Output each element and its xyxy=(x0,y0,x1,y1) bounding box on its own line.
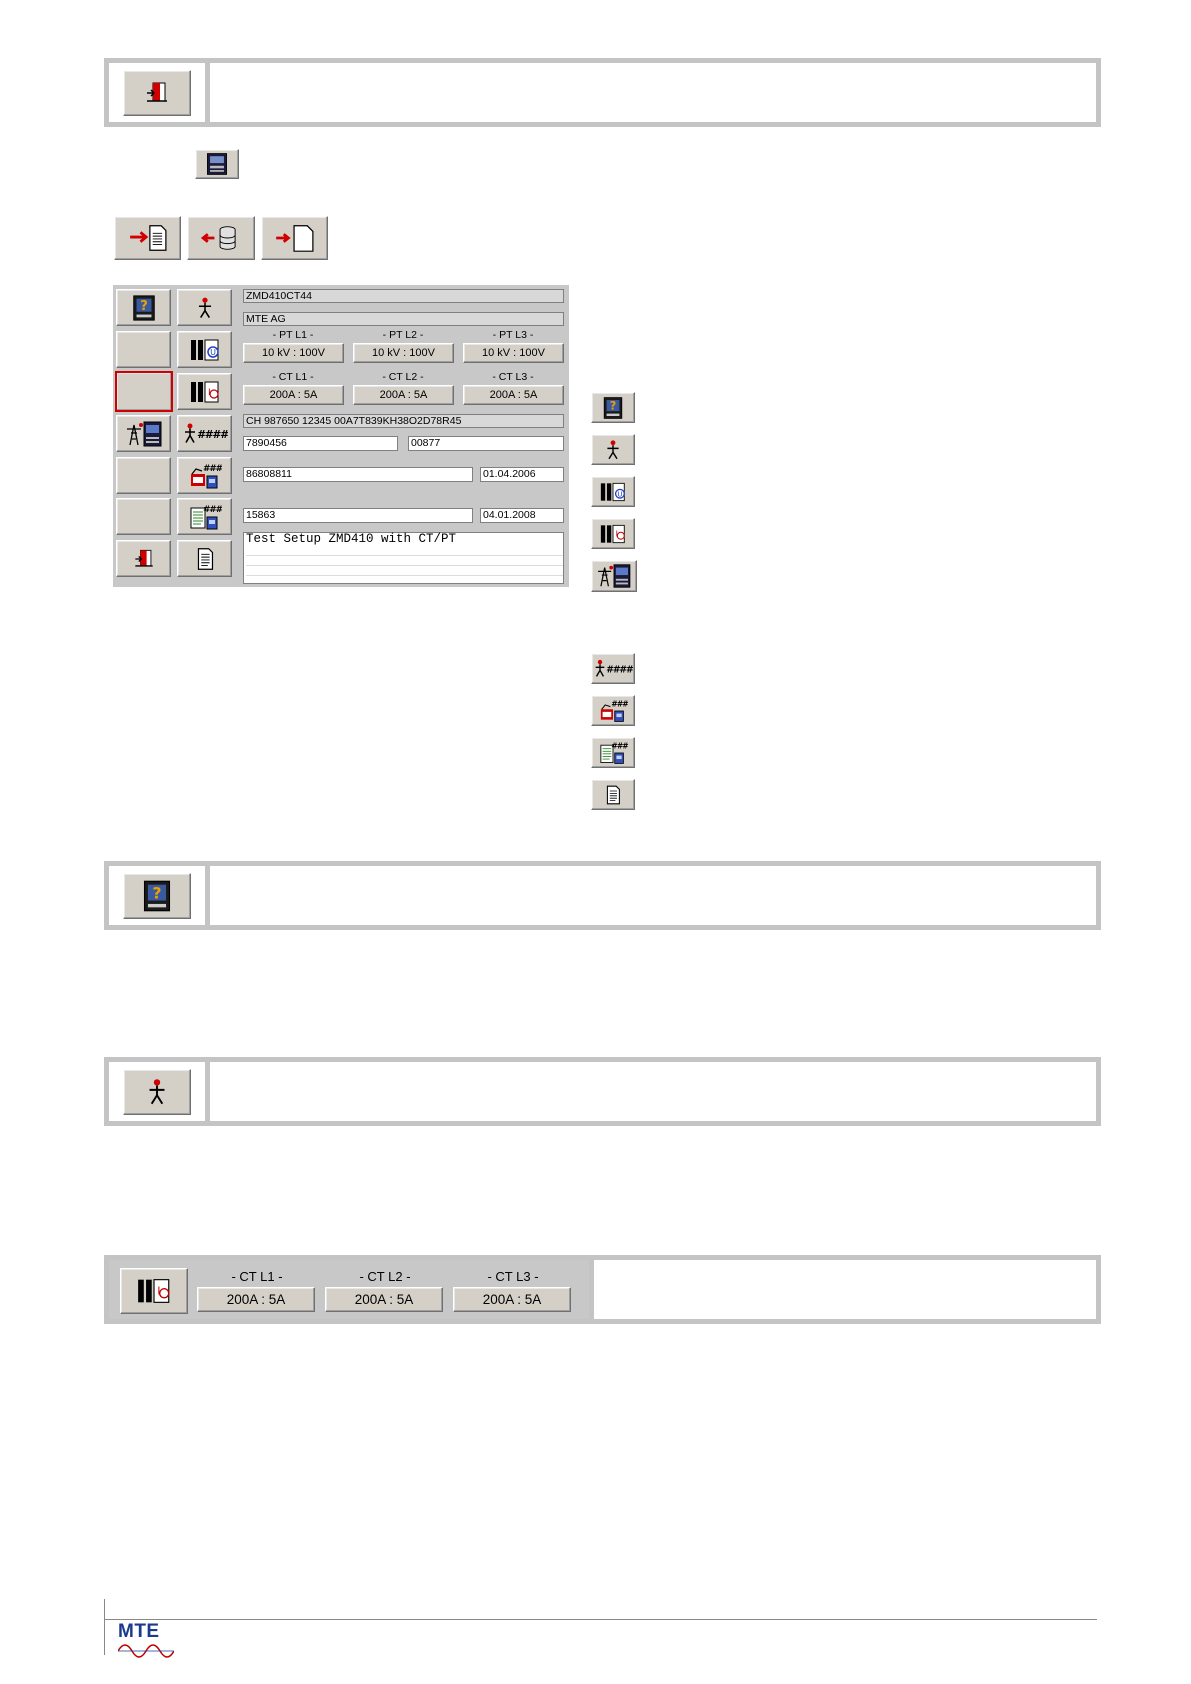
legend-voltage-transformer xyxy=(591,476,635,507)
ct-strip xyxy=(109,1260,594,1319)
ct-strip-l1-value-button[interactable]: 200A : 5A xyxy=(197,1287,315,1312)
meter-help-section-icon-cell xyxy=(109,866,210,925)
exit-section-frame xyxy=(104,58,1101,127)
legend-current-transformer xyxy=(591,518,635,549)
current-transformer-button[interactable] xyxy=(177,373,232,410)
field-a[interactable]: 7890456 xyxy=(243,436,398,451)
exit-button-panel[interactable] xyxy=(116,540,171,577)
pt-l1-value-button[interactable]: 10 kV : 100V xyxy=(243,343,344,363)
person-icon xyxy=(601,437,625,463)
exit-door-icon xyxy=(142,78,172,108)
meter-help-section-button[interactable] xyxy=(123,873,191,919)
notes-icon xyxy=(601,782,625,808)
notes-rule xyxy=(246,566,563,576)
meter-help-icon xyxy=(130,293,158,323)
meter-help-icon xyxy=(601,395,625,421)
date-c-field[interactable]: 01.04.2006 xyxy=(480,467,564,482)
person-icon xyxy=(192,294,218,322)
notes-button[interactable] xyxy=(177,540,232,577)
export-page-icon xyxy=(271,222,319,254)
export-button[interactable] xyxy=(261,216,328,260)
site-meter-icon xyxy=(595,562,633,590)
current-transformer-icon xyxy=(598,521,628,547)
meter-help-icon xyxy=(140,877,174,915)
ct-strip-l3-label: - CT L3 - xyxy=(487,1269,539,1284)
import-document-icon xyxy=(124,222,172,254)
ct-l3-value-button[interactable]: 200A : 5A xyxy=(463,385,564,405)
meter-icon xyxy=(204,151,230,177)
empty-button-2[interactable] xyxy=(116,457,171,494)
empty-button-3[interactable] xyxy=(116,498,171,535)
import-button[interactable] xyxy=(114,216,181,260)
exit-door-icon xyxy=(131,546,157,572)
meter-data-panel xyxy=(113,285,569,587)
mte-logo xyxy=(118,1622,174,1660)
ct-strip-l2-value-button[interactable]: 200A : 5A xyxy=(325,1287,443,1312)
ct-section-frame xyxy=(104,1255,1101,1324)
meter-id-field[interactable]: CH 987650 12345 00A7T839KH38O2D78R45 xyxy=(243,414,564,428)
notes-textarea[interactable] xyxy=(243,532,564,584)
site-meter-icon xyxy=(124,419,164,449)
date-d-field[interactable]: 04.01.2008 xyxy=(480,508,564,523)
person-section-button[interactable] xyxy=(123,1069,191,1115)
document-number-button[interactable] xyxy=(177,498,232,535)
notes-text: Test Setup ZMD410 with CT/PT xyxy=(246,532,457,546)
ct-strip-l1-label: - CT L1 - xyxy=(231,1269,283,1284)
notes-rule xyxy=(246,546,563,556)
database-button[interactable] xyxy=(187,216,255,260)
voltage-transformer-icon xyxy=(598,479,628,505)
meter-help-button[interactable] xyxy=(116,289,171,326)
pt-l2-value-button[interactable]: 10 kV : 100V xyxy=(353,343,454,363)
field-d[interactable]: 15863 xyxy=(243,508,473,523)
person-section-frame xyxy=(104,1057,1101,1126)
exit-button[interactable] xyxy=(123,70,191,116)
person-section-icon-cell xyxy=(109,1062,210,1121)
pt-l3-label: - PT L3 - xyxy=(492,329,534,341)
voltage-transformer-icon xyxy=(188,335,222,365)
legend-site-meter xyxy=(591,560,637,592)
exit-section-icon-cell xyxy=(109,63,210,122)
legend-device-number xyxy=(591,695,635,726)
device-number-icon xyxy=(188,461,222,491)
person-number-icon xyxy=(182,419,228,449)
voltage-transformer-button[interactable] xyxy=(177,331,232,368)
person-number-button[interactable] xyxy=(177,415,232,452)
meter-type-field[interactable]: ZMD410CT44 xyxy=(243,289,564,303)
footer-vertical-rule xyxy=(104,1599,105,1655)
footer-rule xyxy=(104,1619,1097,1620)
current-transformer-icon xyxy=(133,1274,175,1308)
field-c[interactable]: 86808811 xyxy=(243,467,473,482)
ct-section-button[interactable] xyxy=(120,1268,188,1314)
mte-logo-text: MTE xyxy=(118,1621,160,1642)
ct-l2-value-button[interactable]: 200A : 5A xyxy=(353,385,454,405)
legend-notes xyxy=(591,779,635,810)
ct-l2-label: - CT L2 - xyxy=(382,371,424,383)
field-b[interactable]: 00877 xyxy=(408,436,564,451)
database-icon xyxy=(197,222,245,254)
legend-person-number xyxy=(591,653,635,684)
legend-document-number xyxy=(591,737,635,768)
meter-button[interactable] xyxy=(195,149,239,179)
site-meter-button[interactable] xyxy=(116,415,171,452)
manufacturer-field[interactable]: MTE AG xyxy=(243,312,564,326)
person-number-icon xyxy=(593,656,633,682)
document-number-icon xyxy=(598,740,628,766)
device-number-icon xyxy=(598,698,628,724)
current-transformer-icon xyxy=(188,377,222,407)
legend-person xyxy=(591,434,635,465)
pt-l1-label: - PT L1 - xyxy=(272,329,314,341)
pt-l3-value-button[interactable]: 10 kV : 100V xyxy=(463,343,564,363)
person-button[interactable] xyxy=(177,289,232,326)
pt-l2-label: - PT L2 - xyxy=(382,329,424,341)
meter-help-section-frame xyxy=(104,861,1101,930)
ct-l3-label: - CT L3 - xyxy=(492,371,534,383)
notes-rule xyxy=(246,556,563,566)
ct-l1-value-button[interactable]: 200A : 5A xyxy=(243,385,344,405)
ct-l1-label: - CT L1 - xyxy=(272,371,314,383)
document-number-icon xyxy=(188,502,222,532)
legend-meter-help xyxy=(591,392,635,423)
mte-logo-wave-icon xyxy=(118,1642,174,1660)
ct-strip-l3-value-button[interactable]: 200A : 5A xyxy=(453,1287,571,1312)
notes-icon xyxy=(191,544,219,574)
device-number-button[interactable] xyxy=(177,457,232,494)
empty-button-selected[interactable] xyxy=(116,372,172,411)
empty-button-1[interactable] xyxy=(116,331,171,368)
person-icon xyxy=(141,1075,173,1109)
ct-strip-l2-label: - CT L2 - xyxy=(359,1269,411,1284)
